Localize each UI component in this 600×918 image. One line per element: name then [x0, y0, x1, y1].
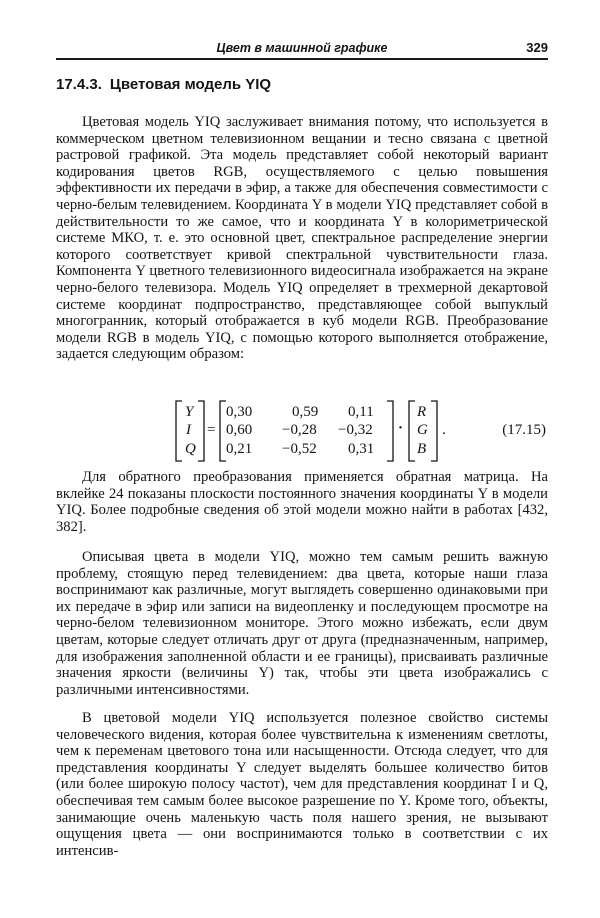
m33: 0,31 — [348, 441, 375, 457]
paragraph-vision: В цветовой модели YIQ используется полезное свойство системы человеческого видения, которая более чувствительна к изменениям светлоты, чем к переменам цветового тона или насыщенности. Отсюда следует, что для представления координаты Y следует выделять большее количество битов (или более широкую полосу частот), чем для представления координат I и Q, обеспечивая тем самым более высокое разрешение по Y. Кроме того, объекты, занимающие очень маленькую часть поля нашего зрения, не вызывают ощущения цвета — они воспринимаются только в соответствии с их интенсив- — [56, 710, 549, 859]
section-heading — [56, 76, 271, 93]
page-number: 329 — [526, 40, 548, 55]
rhs-r: R — [417, 404, 427, 420]
lhs-y: Y — [185, 404, 194, 420]
section-number: 17.4.3. — [56, 76, 102, 93]
m13: 0,11 — [348, 404, 374, 420]
running-header — [56, 38, 548, 60]
m12: 0,59 — [292, 404, 319, 420]
paragraph-inverse: Для обратного преобразования применяется обратная матрица. На вклейке 24 показаны плоскости постоянного значения координаты Y в модели YIQ. Более подробные сведения об этой модели можно найти в работах [432, 382]. — [56, 469, 548, 535]
equation-number: (17.15) — [502, 422, 546, 438]
lhs-i: I — [186, 422, 191, 438]
rhs-b: B — [417, 441, 427, 457]
dot-operator: · — [398, 420, 404, 436]
m23: −0,32 — [338, 422, 373, 438]
equals-sign: = — [207, 422, 216, 438]
lhs-q: Q — [185, 441, 196, 457]
section-title: Цветовая модель YIQ — [109, 76, 272, 93]
running-title: Цвет в машинной графике — [216, 41, 388, 55]
m22: −0,28 — [282, 422, 317, 438]
rhs-g: G — [417, 422, 428, 438]
m21: 0,60 — [226, 422, 253, 438]
m32: −0,52 — [282, 441, 317, 457]
paragraph-intro: Цветовая модель YIQ заслуживает внимания потому, что используется в коммерческом цветном телевизионном вещании и тесно связана с цветной растровой графикой. Эта модель представляет собой некоторый вариант кодирования цветов RGB, осуществляемого с целью повышения эффективности их передачи в эфир, а также для обеспечения совместимости с черно-белым телевидением. Координата Y в модели YIQ представляет собой в действительности то же самое, что и координата Y в колориметрической системе МКО, т. е. это основной цвет, спектральное распределение энергии которого соответствует кривой спектральной чувствительности глаза. Компонента Y цветного телевизионного видеосигнала изображается на экране черно-белого телевизора. Модель YIQ определяет в трехмерной декартовой системе координат подпространство, представляющее собой выпуклый многогранник, который отображается в куб модели RGB. Преобразование модели RGB в модель YIQ, с помощью которого выполняется отображение, задается следующим образом: — [56, 114, 548, 363]
m11: 0,30 — [226, 404, 253, 420]
equation-17-15 — [56, 398, 548, 464]
equation-period: . — [442, 422, 446, 438]
m31: 0,21 — [226, 441, 253, 457]
paragraph-television: Описывая цвета в модели YIQ, можно тем самым решить важную проблему, стоящую перед телевидением: два цвета, которые наши глаза воспринимают как различные, могут выглядеть совершенно одинаковыми при их передаче в эфир или записи на видеопленку и последующем просмотре на черно-белом телевизионном мониторе. Этого можно избежать, если двум цветам, которые следует отличать друг от друга (предназначенным, например, для изображения заполненной области и ее границы), присваивать различные значения яркости (величины Y) так, чтобы эти цвета изображались с различными интенсивностями. — [56, 549, 548, 698]
